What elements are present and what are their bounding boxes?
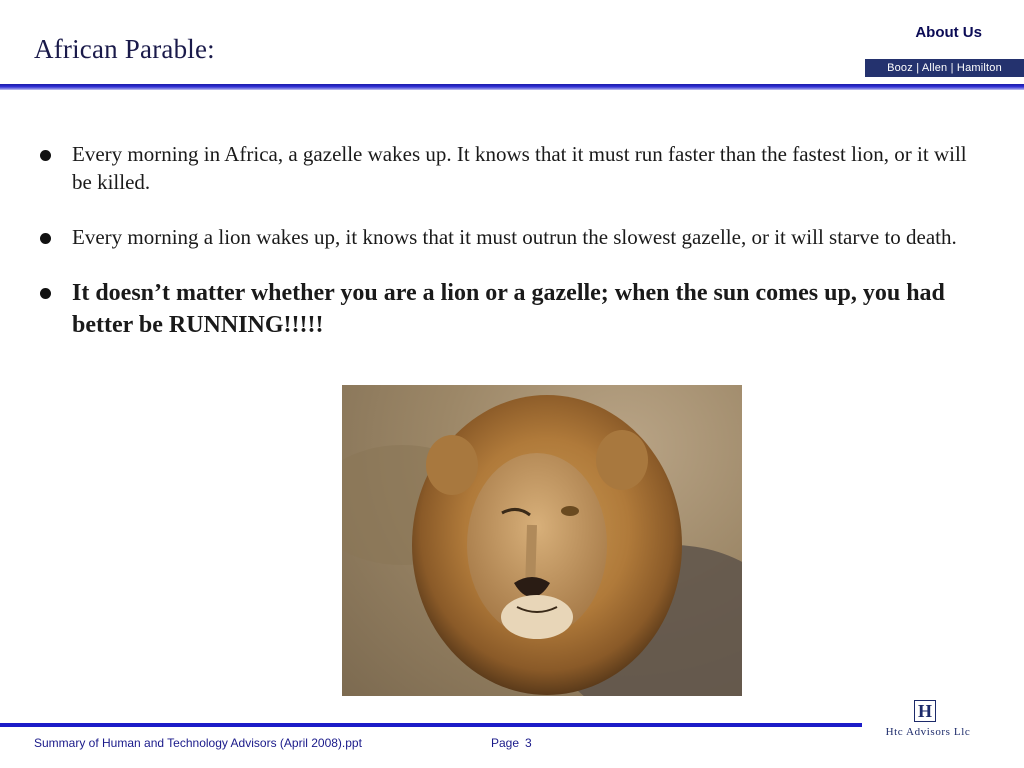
brand-logo-bar: Booz | Allen | Hamilton bbox=[865, 59, 1024, 77]
section-label: About Us bbox=[915, 24, 982, 41]
bullet-dot-icon bbox=[40, 288, 51, 299]
company-logo bbox=[876, 700, 976, 740]
bullet-dot-icon bbox=[40, 233, 51, 244]
footer-document-name: Summary of Human and Technology Advisors (April 2008).ppt bbox=[34, 736, 362, 750]
bullet-item-emphasis bbox=[40, 277, 970, 341]
bullet-text: Every morning a lion wakes up, it knows that it must outrun the slowest gazelle, or it will starve to death. bbox=[72, 225, 957, 249]
bullet-text: It doesn’t matter whether you are a lion or a gazelle; when the sun comes up, you had better be RUNNING!!!!! bbox=[72, 280, 945, 338]
lion-illustration bbox=[342, 385, 742, 696]
bullet-text: Every morning in Africa, a gazelle wakes up. It knows that it must run faster than the fastest lion, or it will be killed. bbox=[72, 142, 967, 194]
page-number: 3 bbox=[525, 736, 532, 750]
footer-divider bbox=[0, 723, 862, 727]
logo-text: Htc Advisors Llc bbox=[885, 726, 971, 738]
bullet-list bbox=[40, 140, 970, 341]
lion-photo bbox=[342, 385, 742, 696]
logo-mark-icon: H bbox=[914, 700, 936, 722]
page-label: Page bbox=[491, 736, 520, 750]
page-indicator bbox=[491, 736, 532, 750]
bullet-dot-icon bbox=[40, 150, 51, 161]
header-divider bbox=[0, 84, 1024, 90]
bullet-item bbox=[40, 140, 970, 196]
slide-title: African Parable: bbox=[34, 34, 215, 64]
bullet-item bbox=[40, 223, 970, 251]
